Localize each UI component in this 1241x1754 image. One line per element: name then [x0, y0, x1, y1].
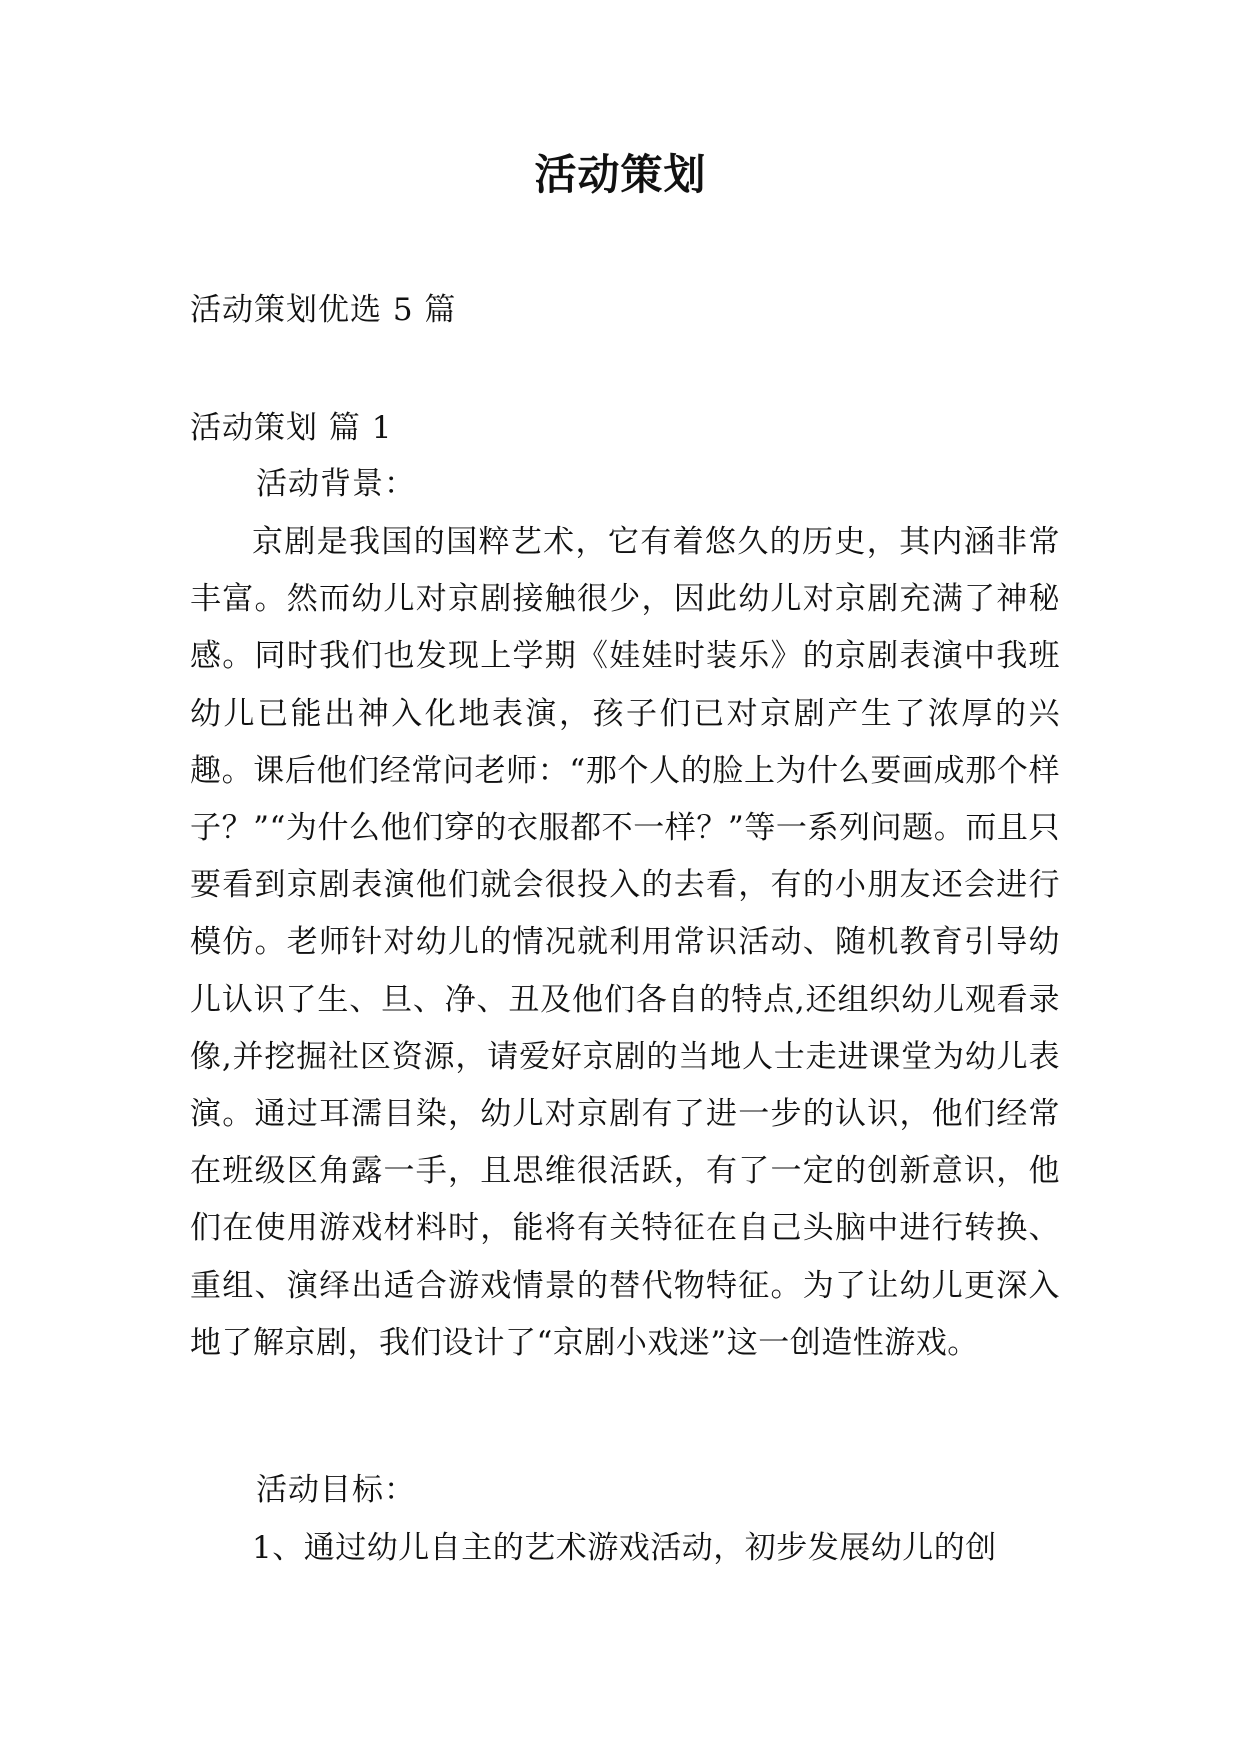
background-paragraph: 京剧是我国的国粹艺术，它有着悠久的历史，其内涵非常丰富。然而幼儿对京剧接触很少，因此幼儿对京剧充满了神秘感。同时我们也发现上学期《娃娃时装乐》的京剧表演中我班幼儿已能出神入化地表演，孩子们已对京剧产生了浓厚的兴趣。课后他们经常问老师：“那个人的脸上为什么要画成那个样子？”“为什么他们穿的衣服都不一样？”等一系列问题。而且只要看到京剧表演他们就会很投入的去看，有的小朋友还会进行模仿。老师针对幼儿的情况就利用常识活动、随机教育引导幼儿认识了生、旦、净、丑及他们各自的特点,还组织幼儿观看录像,并挖掘社区资源，请爱好京剧的当地人士走进课堂为幼儿表演。通过耳濡目染，幼儿对京剧有了进一步的认识，他们经常在班级区角露一手，且思维很活跃，有了一定的创新意识，他们在使用游戏材料时，能将有关特征在自己头脑中进行转换、重组、演绎出适合游戏情景的替代物特征。为了让幼儿更深入地了解京剧，我们设计了“京剧小戏迷”这一创造性游戏。	[190, 524, 1060, 1361]
section-heading: 活动策划 篇 1	[190, 410, 393, 446]
document-subtitle: 活动策划优选 5 篇	[190, 292, 457, 328]
document-title: 活动策划	[534, 150, 707, 199]
goal-label: 活动目标：	[256, 1472, 416, 1508]
background-label: 活动背景：	[256, 466, 416, 502]
goal-item-1: 1、通过幼儿自主的艺术游戏活动，初步发展幼儿的创	[252, 1530, 997, 1566]
